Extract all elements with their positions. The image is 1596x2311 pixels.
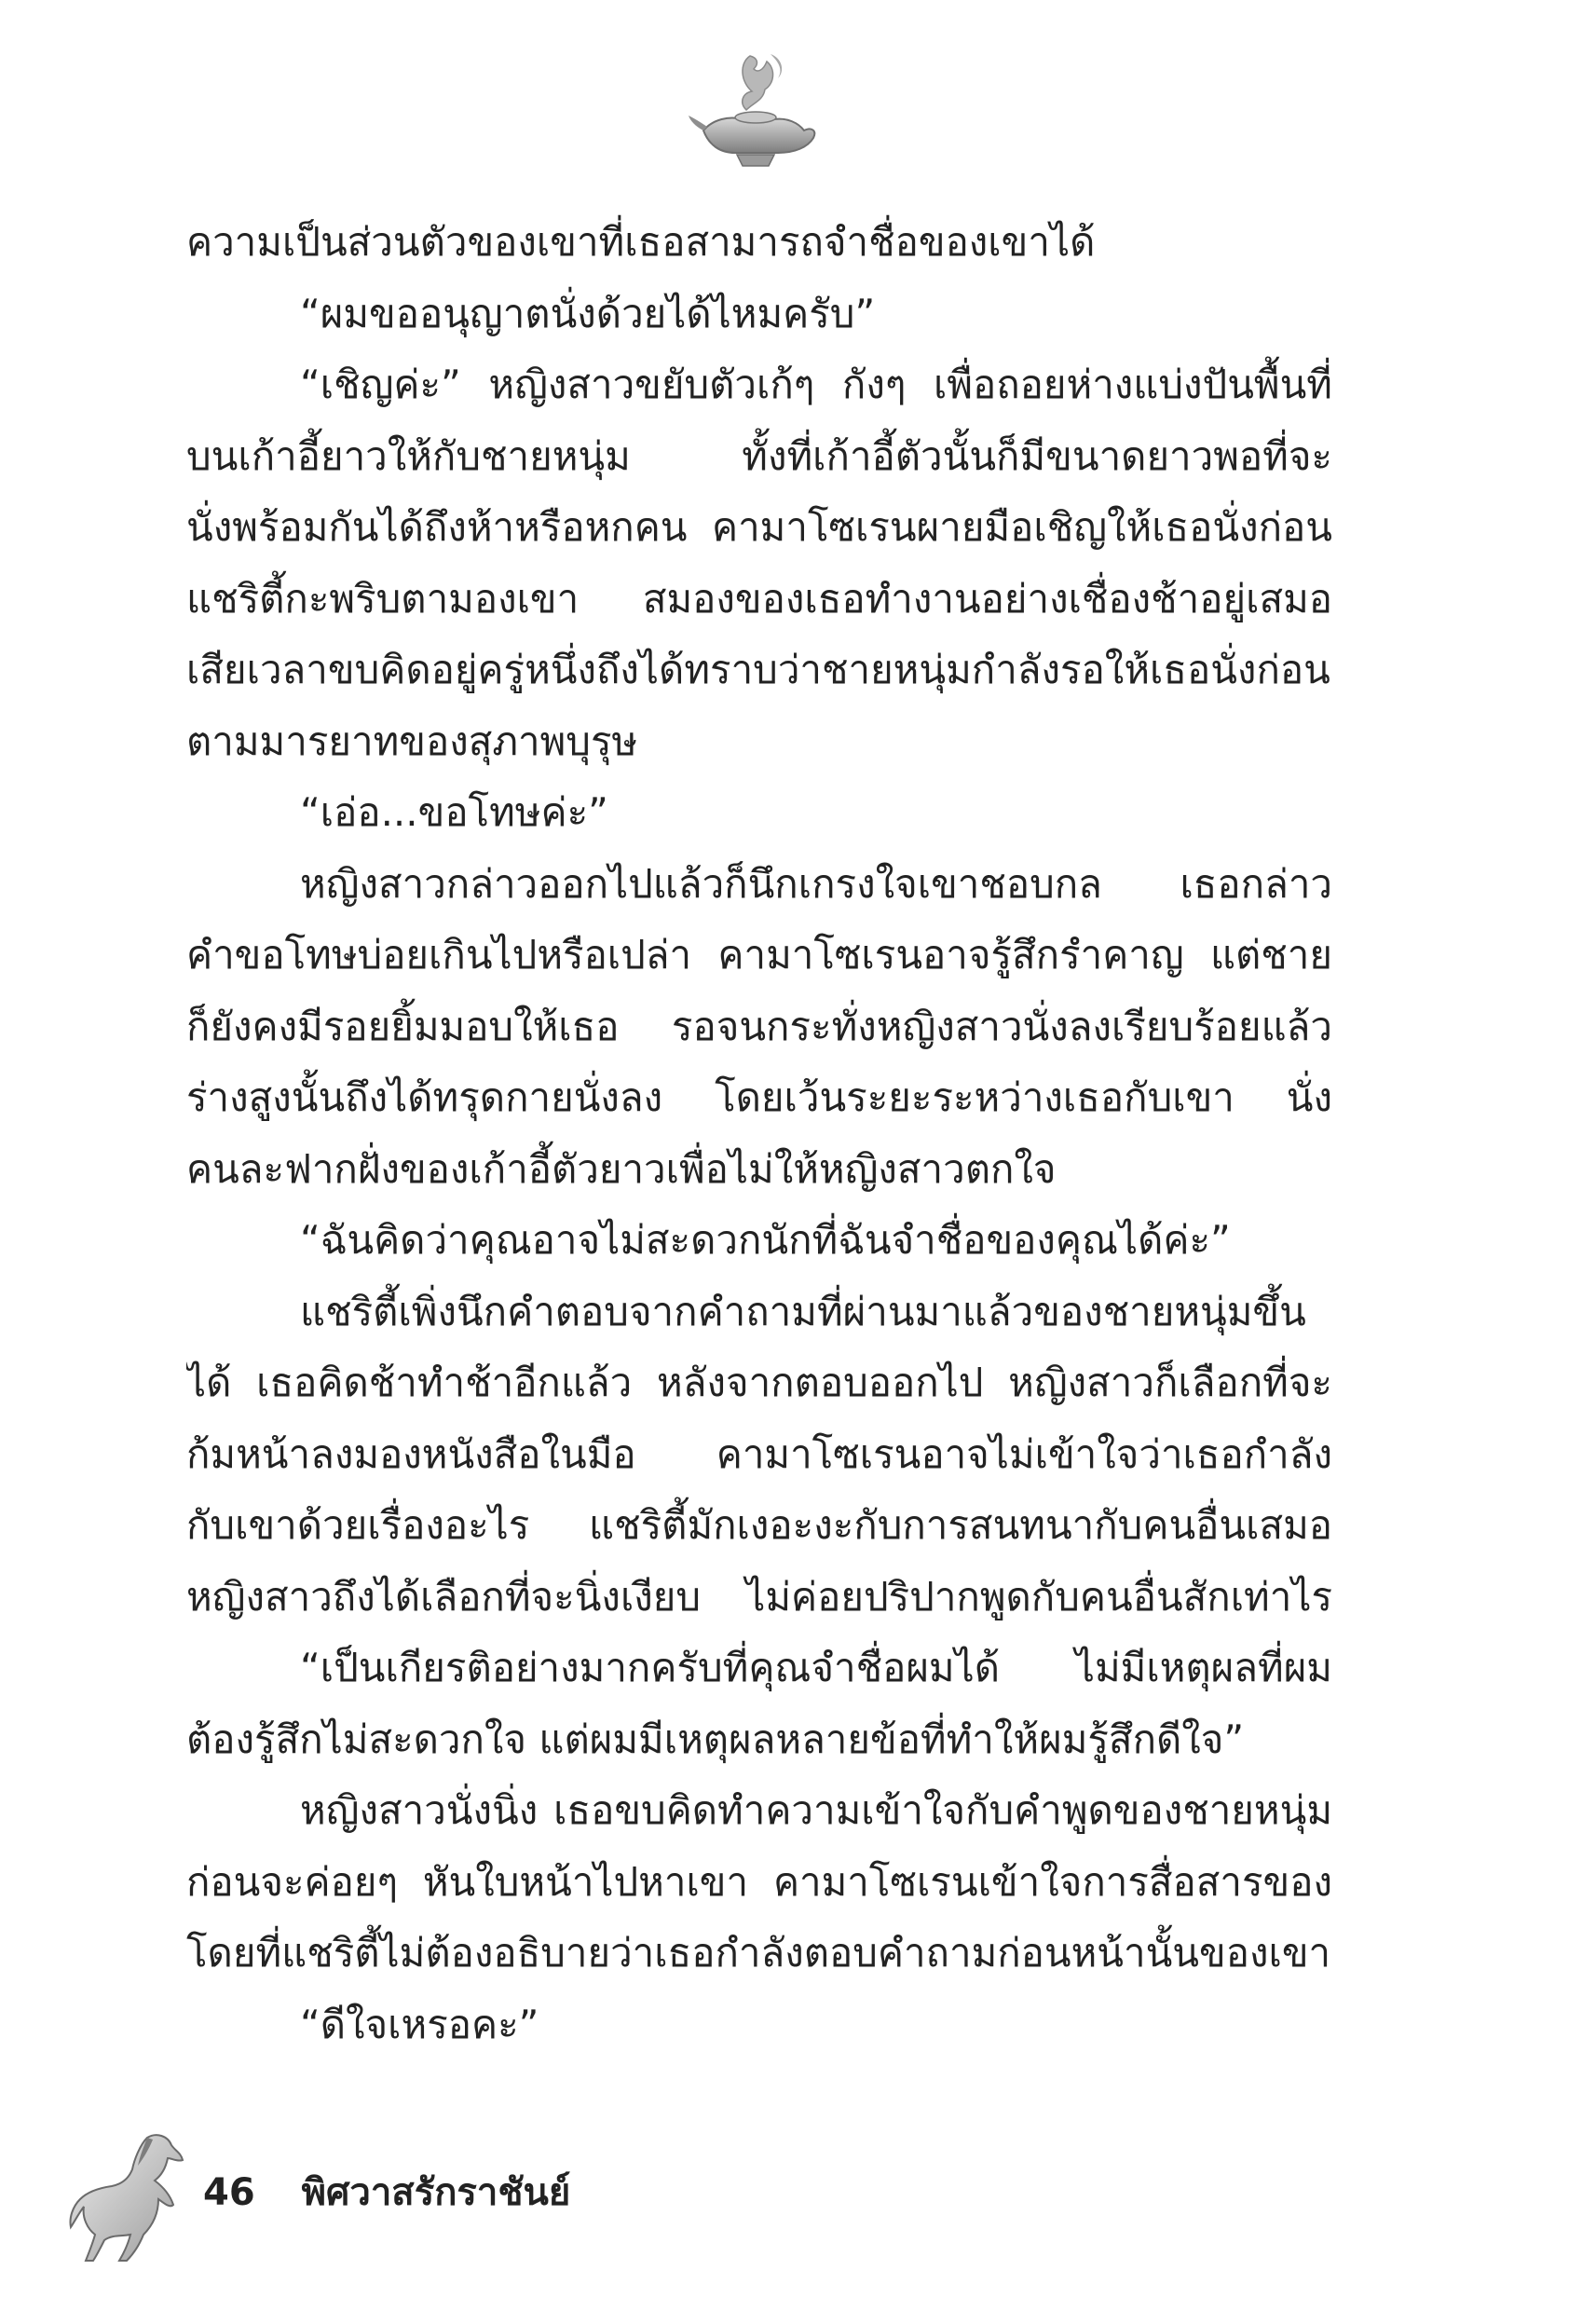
text-line: “ฉันคิดว่าคุณอาจไม่สะดวกนักที่ฉันจำชื่อของคุณได้ค่ะ” — [300, 1217, 1231, 1263]
text-line: ก้มหน้าลงมองหนังสือในมือ คามาโซเรนอาจไม่เข้าใจว่าเธอกำลัง — [186, 1430, 1332, 1477]
text-line: โดยที่แชริตี้ไม่ต้องอธิบายว่าเธอกำลังตอบคำถามก่อนหน้านั้นของเขา — [186, 1930, 1331, 1976]
text-line: หญิงสาวกล่าวออกไปแล้วก็นึกเกรงใจเขาชอบกล เธอกล่าว — [300, 860, 1332, 907]
genie-lamp-icon — [685, 45, 825, 175]
text-line: ก็ยังคงมีรอยยิ้มมอบให้เธอ รอจนกระทั่งหญิงสาวนั่งลงเรียบร้อยแล้ว — [186, 1003, 1332, 1049]
text-line: หญิงสาวถึงได้เลือกที่จะนิ่งเงียบ ไม่ค่อยปริปากพูดกับคนอื่นสักเท่าไร — [186, 1573, 1332, 1620]
text-line: ร่างสูงนั้นถึงได้ทรุดกายนั่งลง โดยเว้นระยะระหว่างเธอกับเขา นั่ง — [186, 1074, 1332, 1120]
text-line: “เชิญค่ะ” หญิงสาวขยับตัวเก้ๆ กังๆ เพื่อถอยห่างแบ่งปันพื้นที่ — [300, 362, 1332, 407]
horse-icon — [65, 2125, 200, 2264]
text-line: คนละฟากฝั่งของเก้าอี้ตัวยาวเพื่อไม่ให้หญิงสาวตกใจ — [186, 1145, 1057, 1192]
text-line: กับเขาด้วยเรื่องอะไร แชริตี้มักเงอะงะกับการสนทนากับคนอื่นเสมอ — [186, 1502, 1332, 1548]
text-line: “เอ่อ...ขอโทษค่ะ” — [300, 789, 608, 835]
text-line: ตามมารยาทของสุภาพบุรุษ — [186, 718, 638, 764]
text-line: แชริตี้กะพริบตามองเขา สมองของเธอทำงานอย่างเชื่องช้าอยู่เสมอ — [186, 575, 1332, 622]
body-text — [186, 207, 1332, 2060]
text-line: แชริตี้เพิ่งนึกคำตอบจากคำถามที่ผ่านมาแล้วของชายหนุ่มขึ้น — [300, 1288, 1306, 1334]
text-line: ต้องรู้สึกไม่สะดวกใจ แต่ผมมีเหตุผลหลายข้อที่ทำให้ผมรู้สึกดีใจ” — [186, 1716, 1245, 1762]
text-line: คำขอโทษบ่อยเกินไปหรือเปล่า คามาโซเรนอาจรู้สึกรำคาญ แต่ชาย — [186, 932, 1332, 978]
text-line: นั่งพร้อมกันได้ถึงห้าหรือหกคน คามาโซเรนผายมือเชิญให้เธอนั่งก่อน — [186, 504, 1332, 550]
text-line: ก่อนจะค่อยๆ หันใบหน้าไปหาเขา คามาโซเรนเข้าใจการสื่อสารของ — [186, 1858, 1332, 1905]
page-footer — [203, 2162, 570, 2222]
text-line: เสียเวลาขบคิดอยู่ครู่หนึ่งถึงได้ทราบว่าชายหนุ่มกำลังรอให้เธอนั่งก่อน — [186, 647, 1330, 692]
text-line: บนเก้าอี้ยาวให้กับชายหนุ่ม ทั้งที่เก้าอี้ตัวนั้นก็มีขนาดยาวพอที่จะ — [186, 432, 1332, 479]
text-line: “เป็นเกียรติอย่างมากครับที่คุณจำชื่อผมได้ ไม่มีเหตุผลที่ผม — [300, 1645, 1332, 1690]
page-number: 46 — [203, 2171, 255, 2214]
text-line: ได้ เธอคิดช้าทำช้าอีกแล้ว หลังจากตอบออกไป หญิงสาวก็เลือกที่จะ — [186, 1360, 1332, 1405]
text-line: “ผมขออนุญาตนั่งด้วยได้ไหมครับ” — [300, 290, 876, 336]
book-title: พิศวาสรักราชันย์ — [301, 2171, 571, 2214]
text-line: หญิงสาวนั่งนิ่ง เธอขบคิดทำความเข้าใจกับคำพูดของชายหนุ่ม — [300, 1787, 1332, 1833]
text-line: ความเป็นส่วนตัวของเขาที่เธอสามารถจำชื่อของเขาได้ — [186, 219, 1096, 265]
text-line: “ดีใจเหรอคะ” — [300, 2001, 539, 2047]
